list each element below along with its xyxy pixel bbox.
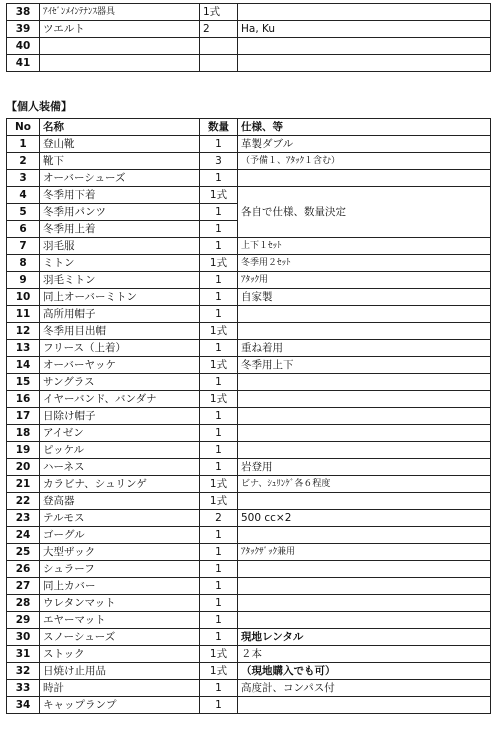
table-row: [7, 578, 491, 595]
item-qty: 1: [200, 374, 238, 391]
item-no: 4: [7, 187, 40, 204]
item-qty: 1: [200, 408, 238, 425]
item-spec: [238, 374, 491, 391]
continued-equipment-table: [6, 3, 491, 72]
table-row: [7, 459, 491, 476]
table-row: [7, 38, 491, 55]
item-qty: 1: [200, 136, 238, 153]
item-name: 日焼け止用品: [40, 663, 200, 680]
item-no: 41: [7, 55, 40, 72]
item-qty: 1式: [200, 255, 238, 272]
item-name: 羽毛服: [40, 238, 200, 255]
item-name: スノーシューズ: [40, 629, 200, 646]
item-no: 17: [7, 408, 40, 425]
item-qty: 1式: [200, 493, 238, 510]
item-no: 12: [7, 323, 40, 340]
item-name: 靴下: [40, 153, 200, 170]
item-qty: 1: [200, 425, 238, 442]
item-spec: [238, 493, 491, 510]
item-name: 同上オーバーミトン: [40, 289, 200, 306]
item-spec: [238, 578, 491, 595]
item-qty: 1: [200, 578, 238, 595]
item-no: 5: [7, 204, 40, 221]
table-row: [7, 646, 491, 663]
item-no: 21: [7, 476, 40, 493]
item-name: 同上カバー: [40, 578, 200, 595]
item-qty: 1: [200, 527, 238, 544]
table-row: [7, 663, 491, 680]
item-no: 16: [7, 391, 40, 408]
table-row: [7, 55, 491, 72]
table-row: [7, 442, 491, 459]
item-qty: 2: [200, 21, 238, 38]
item-spec: [238, 612, 491, 629]
table-row: [7, 527, 491, 544]
item-spec: [238, 442, 491, 459]
item-no: 33: [7, 680, 40, 697]
item-spec: ｱﾀｯｸｻﾞｯｸ兼用: [238, 544, 491, 561]
item-spec: [238, 55, 491, 72]
table-row: [7, 136, 491, 153]
header-name: 名称: [40, 119, 200, 136]
item-spec: 冬季用２ｾｯﾄ: [238, 255, 491, 272]
table-row: [7, 425, 491, 442]
table-row: [7, 357, 491, 374]
item-name: ハーネス: [40, 459, 200, 476]
item-no: 38: [7, 4, 40, 21]
item-name: キャップランプ: [40, 697, 200, 714]
item-no: 27: [7, 578, 40, 595]
item-no: 10: [7, 289, 40, 306]
item-spec: [238, 306, 491, 323]
item-qty: 1: [200, 238, 238, 255]
table-row: [7, 493, 491, 510]
table-row: [7, 170, 491, 187]
item-spec: ｱﾀｯｸ用: [238, 272, 491, 289]
item-qty: 1: [200, 697, 238, 714]
item-no: 30: [7, 629, 40, 646]
item-spec: [238, 527, 491, 544]
item-qty: 1: [200, 544, 238, 561]
item-no: 15: [7, 374, 40, 391]
item-qty: 1: [200, 272, 238, 289]
item-no: 25: [7, 544, 40, 561]
item-spec: [238, 170, 491, 187]
item-qty: 1: [200, 289, 238, 306]
table-row: [7, 289, 491, 306]
item-qty: 1: [200, 442, 238, 459]
item-no: 28: [7, 595, 40, 612]
item-spec: [238, 38, 491, 55]
table-row: [7, 544, 491, 561]
item-name: [40, 38, 200, 55]
header-spec: 仕様、等: [238, 119, 491, 136]
table-row: [7, 629, 491, 646]
item-no: 29: [7, 612, 40, 629]
item-qty: 1: [200, 459, 238, 476]
item-name: 登高器: [40, 493, 200, 510]
table-row: [7, 561, 491, 578]
item-name: サングラス: [40, 374, 200, 391]
table-row: [7, 238, 491, 255]
section-title: 【個人装備】: [6, 100, 72, 113]
item-no: 19: [7, 442, 40, 459]
item-name: イヤーバンド、バンダナ: [40, 391, 200, 408]
item-no: 9: [7, 272, 40, 289]
table-row: [7, 4, 491, 21]
item-qty: 1式: [200, 391, 238, 408]
item-qty: 1: [200, 612, 238, 629]
item-no: 39: [7, 21, 40, 38]
item-spec: （現地購入でも可）: [238, 663, 491, 680]
table-row: [7, 153, 491, 170]
item-spec: 重ね着用: [238, 340, 491, 357]
item-qty: 1式: [200, 4, 238, 21]
item-spec: 岩登用: [238, 459, 491, 476]
item-spec: 高度計、コンパス付: [238, 680, 491, 697]
item-name: ミトン: [40, 255, 200, 272]
item-no: 22: [7, 493, 40, 510]
table-header-row: [7, 119, 491, 136]
table-row: [7, 306, 491, 323]
item-name: テルモス: [40, 510, 200, 527]
item-name: オーバーヤッケ: [40, 357, 200, 374]
item-no: 31: [7, 646, 40, 663]
item-qty: 1: [200, 170, 238, 187]
item-name: 羽毛ミトン: [40, 272, 200, 289]
item-name: エヤーマット: [40, 612, 200, 629]
table-row: [7, 255, 491, 272]
item-name: 冬季用上着: [40, 221, 200, 238]
item-qty: 1: [200, 629, 238, 646]
item-name: フリース（上着）: [40, 340, 200, 357]
item-name: 時計: [40, 680, 200, 697]
item-spec: ビナ、ｼｭﾘﾝｹﾞ各６程度: [238, 476, 491, 493]
item-name: 登山靴: [40, 136, 200, 153]
item-no: 1: [7, 136, 40, 153]
item-name: ストック: [40, 646, 200, 663]
item-name: オーバーシューズ: [40, 170, 200, 187]
item-qty: 1: [200, 221, 238, 238]
table-row: [7, 476, 491, 493]
item-spec: [238, 323, 491, 340]
item-name: ツエルト: [40, 21, 200, 38]
table-row: [7, 391, 491, 408]
item-spec: [238, 391, 491, 408]
personal-gear-table: [6, 118, 491, 714]
item-name: ｱｲｾﾞﾝﾒｲﾝﾃﾅﾝｽ器具: [40, 4, 200, 21]
item-spec: [238, 425, 491, 442]
table-row: [7, 272, 491, 289]
item-no: 20: [7, 459, 40, 476]
item-no: 13: [7, 340, 40, 357]
table-row: [7, 595, 491, 612]
item-spec: 現地レンタル: [238, 629, 491, 646]
item-spec: [238, 4, 491, 21]
item-spec: [238, 561, 491, 578]
item-no: 3: [7, 170, 40, 187]
table-row: [7, 697, 491, 714]
item-spec: 革製ダブル: [238, 136, 491, 153]
item-qty: 1式: [200, 323, 238, 340]
table-row: [7, 612, 491, 629]
item-spec: （予備１、ｱﾀｯｸ１含む）: [238, 153, 491, 170]
item-qty: 1: [200, 306, 238, 323]
item-qty: 1式: [200, 187, 238, 204]
header-qty: 数量: [200, 119, 238, 136]
item-qty: 2: [200, 510, 238, 527]
item-name: ゴーグル: [40, 527, 200, 544]
item-no: 32: [7, 663, 40, 680]
item-name: シュラーフ: [40, 561, 200, 578]
table-row: [7, 408, 491, 425]
item-qty: [200, 38, 238, 55]
item-name: 日除け帽子: [40, 408, 200, 425]
table-row: [7, 21, 491, 38]
item-no: 8: [7, 255, 40, 272]
item-no: 23: [7, 510, 40, 527]
item-no: 24: [7, 527, 40, 544]
item-qty: 1: [200, 595, 238, 612]
item-name: ピッケル: [40, 442, 200, 459]
item-no: 6: [7, 221, 40, 238]
item-qty: 1式: [200, 663, 238, 680]
item-spec: 500 cc×2: [238, 510, 491, 527]
item-no: 26: [7, 561, 40, 578]
item-qty: 1: [200, 561, 238, 578]
table-row: [7, 510, 491, 527]
item-name: アイゼン: [40, 425, 200, 442]
item-no: 11: [7, 306, 40, 323]
item-qty: 1式: [200, 476, 238, 493]
item-name: ウレタンマット: [40, 595, 200, 612]
item-qty: 1: [200, 204, 238, 221]
table-row: [7, 374, 491, 391]
item-spec: 自家製: [238, 289, 491, 306]
item-name: カラビナ、シュリンゲ: [40, 476, 200, 493]
item-qty: [200, 55, 238, 72]
item-no: 18: [7, 425, 40, 442]
item-name: [40, 55, 200, 72]
item-spec: 各自で仕様、数量決定: [238, 187, 491, 238]
item-spec: [238, 408, 491, 425]
item-name: 冬季用パンツ: [40, 204, 200, 221]
item-no: 2: [7, 153, 40, 170]
table-row: [7, 340, 491, 357]
item-qty: 1式: [200, 646, 238, 663]
item-no: 7: [7, 238, 40, 255]
item-qty: 3: [200, 153, 238, 170]
table-row: [7, 680, 491, 697]
table-row: [7, 323, 491, 340]
header-no: No: [7, 119, 40, 136]
item-name: 大型ザック: [40, 544, 200, 561]
item-no: 14: [7, 357, 40, 374]
item-name: 冬季用目出帽: [40, 323, 200, 340]
item-spec: 冬季用上下: [238, 357, 491, 374]
item-no: 34: [7, 697, 40, 714]
item-spec: ２本: [238, 646, 491, 663]
item-spec: [238, 595, 491, 612]
item-spec: [238, 697, 491, 714]
item-qty: 1: [200, 680, 238, 697]
item-name: 冬季用下着: [40, 187, 200, 204]
item-spec: Ha, Ku: [238, 21, 491, 38]
table-row: [7, 187, 491, 204]
item-name: 高所用帽子: [40, 306, 200, 323]
item-qty: 1: [200, 340, 238, 357]
item-spec: 上下１ｾｯﾄ: [238, 238, 491, 255]
item-no: 40: [7, 38, 40, 55]
item-qty: 1式: [200, 357, 238, 374]
